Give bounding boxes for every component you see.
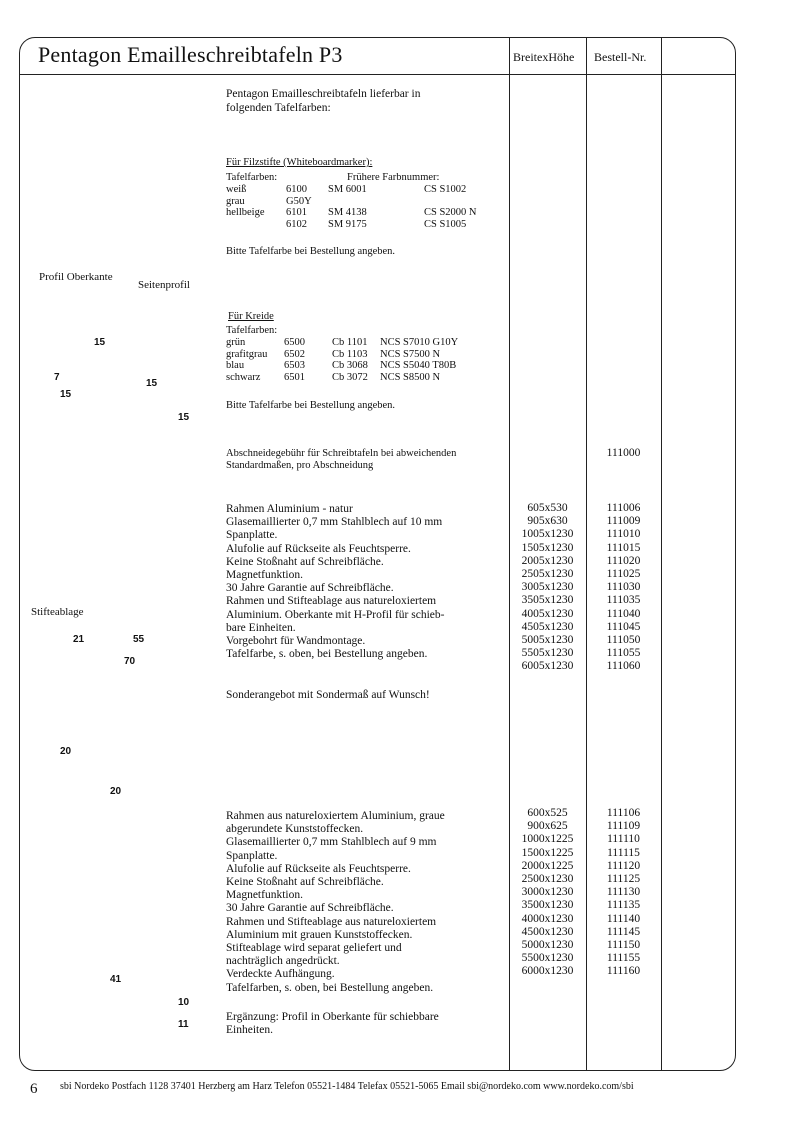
block1-order-number: 111009 [606, 515, 641, 528]
block1-order-number: 111050 [606, 634, 641, 646]
special-offer: Sonderangebot mit Sondermaß auf Wunsch! [226, 689, 430, 701]
block1-size: 905x630 [527, 515, 568, 528]
block2-order-number: 111130 [606, 886, 641, 899]
dim-oberkante-width: 15 [94, 337, 106, 348]
block2-text-line: Keine Stoßnaht auf Schreibfläche. [226, 876, 384, 888]
kreide-color-name: blau [226, 360, 245, 371]
block2-size: 3500x1230 [521, 899, 574, 912]
block2-text-line: Rahmen aus natureloxiertem Aluminium, graue [226, 810, 445, 822]
block2-order-number: 111160 [606, 965, 641, 978]
block1-text-line: Tafelfarbe, s. oben, bei Bestellung angeben. [226, 648, 428, 661]
block2-text-line: 30 Jahre Garantie auf Schreibfläche. [226, 902, 394, 915]
kreide-cb-code: Cb 3072 [332, 371, 368, 383]
block1-order-number: 111055 [606, 647, 641, 660]
block2-order-number: 111109 [606, 820, 641, 833]
block2-order-number: 111125 [606, 873, 641, 885]
block2-order-number: 111106 [606, 807, 641, 819]
block1-text-line: Vorgebohrt für Wandmontage. [226, 635, 366, 647]
block1-order-number: 111010 [606, 528, 641, 541]
dim-oberkante-depth: 15 [60, 389, 72, 400]
filz-cs-code: CS S1005 [424, 218, 467, 230]
page-number: 6 [30, 1081, 38, 1097]
block2-order-number: 111120 [606, 859, 641, 872]
block2-text-line: Alufolie auf Rückseite als Feuchtsperre. [226, 862, 411, 875]
block1-order-number: 111035 [606, 594, 641, 607]
kreide-ncs-code: NCS S7500 N [380, 348, 441, 360]
cut-line-2: Standardmaßen, pro Abschneidung [226, 460, 374, 471]
filz-sm-code: SM 6001 [328, 184, 367, 195]
block2-text-line: Stifteablage wird separat geliefert und [226, 942, 402, 954]
block1-text-line: Magnetfunktion. [226, 569, 303, 581]
kreide-color-name: grafitgrau [226, 348, 268, 360]
block1-size: 3505x1230 [521, 594, 574, 607]
filz-color-name: weiß [226, 184, 247, 195]
column-divider-right [661, 37, 662, 1071]
filz-color-name: grau [226, 195, 245, 207]
kreide-note: Bitte Tafelfarbe bei Bestellung angeben. [226, 400, 396, 411]
block1-text-line: Glasemaillierter 0,7 mm Stahlblech auf 10 mm [226, 516, 443, 529]
block2-order-number: 111145 [606, 925, 641, 938]
block2-text-line: abgerundete Kunststoffecken. [226, 823, 364, 836]
block1-order-number: 111006 [606, 502, 641, 514]
block1-order-number: 111060 [606, 660, 641, 673]
block2-size: 5000x1230 [521, 939, 574, 951]
dim-profile3-height: 10 [178, 997, 190, 1008]
block1-text-line: Alufolie auf Rückseite als Feuchtsperre. [226, 542, 411, 555]
kreide-ncs-code: NCS S8500 N [380, 371, 441, 383]
header-divider [19, 74, 736, 75]
filz-color-code: G50Y [286, 195, 312, 207]
dim-profile3-width: 41 [110, 974, 122, 985]
dim-stifteablage-width: 70 [124, 656, 136, 667]
block1-size: 2505x1230 [521, 568, 574, 580]
block2-text-line: Rahmen und Stifteablage aus natureloxiertem [226, 915, 437, 928]
block2-size: 3000x1230 [521, 886, 574, 899]
block1-text-line: Rahmen Aluminium - natur [226, 503, 353, 515]
block1-order-number: 111045 [606, 620, 641, 633]
block2-size: 600x525 [527, 807, 568, 819]
block1-order-number: 111020 [606, 554, 641, 567]
kreide-cb-code: Cb 3068 [332, 360, 368, 371]
profil-oberkante-label: Profil Oberkante [39, 271, 113, 283]
filz-sm-code: SM 9175 [328, 218, 367, 230]
cut-line-1: Abschneidegebühr für Schreibtafeln bei abweichenden [226, 448, 457, 459]
block2-size: 2500x1230 [521, 873, 574, 885]
block2-order-number: 111140 [606, 912, 641, 925]
supplement-line-1: Ergänzung: Profil in Oberkante für schiebbare [226, 1011, 439, 1023]
block1-size: 4005x1230 [521, 607, 574, 620]
block1-size: 1505x1230 [521, 541, 574, 554]
dim-profile2-width: 20 [60, 746, 72, 757]
block2-order-number: 111110 [607, 833, 640, 846]
block1-text-line: Aluminium. Oberkante mit H-Profil für schieb- [226, 608, 445, 621]
dim-profile2-height: 20 [110, 786, 122, 797]
kreide-cb-code: Cb 1103 [332, 348, 368, 360]
block2-size: 6000x1230 [521, 965, 574, 978]
block2-order-number: 111155 [606, 952, 641, 965]
kreide-color-code: 6502 [284, 348, 305, 360]
block2-size: 1000x1225 [521, 833, 574, 846]
block2-size: 5500x1230 [521, 952, 574, 965]
block1-order-number: 111040 [606, 607, 641, 620]
block1-text-line: bare Einheiten. [226, 621, 296, 634]
block2-size: 2000x1225 [521, 859, 574, 872]
block1-text-line: 30 Jahre Garantie auf Schreibfläche. [226, 582, 394, 595]
block1-order-number: 111015 [606, 541, 641, 554]
block1-text-line: Keine Stoßnaht auf Schreibfläche. [226, 555, 384, 568]
block1-text-line: Spanplatte. [226, 529, 278, 542]
dim-seitenprofil-height: 15 [146, 378, 158, 389]
filz-heading: Für Filzstifte (Whiteboardmarker): [226, 157, 373, 168]
block1-size: 3005x1230 [521, 581, 574, 594]
kreide-cb-code: Cb 1101 [332, 337, 368, 348]
block1-size: 5505x1230 [521, 647, 574, 660]
block2-size: 1500x1225 [521, 846, 574, 859]
kreide-heading: Für Kreide [228, 311, 274, 322]
filz-color-code: 6102 [286, 218, 307, 230]
dim-profile3-depth: 11 [178, 1019, 189, 1030]
filz-former-label: Frühere Farbnummer: [347, 172, 440, 183]
kreide-label: Tafelfarben: [226, 325, 278, 336]
stifteablage-label: Stifteablage [31, 606, 84, 618]
dim-stifteablage-depth: 55 [133, 634, 145, 645]
filz-color-code: 6100 [286, 184, 307, 195]
filz-color-name: hellbeige [226, 207, 265, 218]
block1-order-number: 111030 [606, 581, 641, 594]
filz-sm-code: SM 4138 [328, 207, 367, 218]
dim-oberkante-height: 7 [54, 372, 60, 383]
supplement-line-2: Einheiten. [226, 1024, 273, 1036]
block2-text-line: Spanplatte. [226, 849, 278, 862]
block2-order-number: 111150 [606, 939, 641, 951]
intro-line-1: Pentagon Emailleschreibtafeln lieferbar in [226, 88, 421, 100]
filz-cs-code: CS S1002 [424, 184, 467, 195]
block1-size: 6005x1230 [521, 660, 574, 673]
block2-size: 900x625 [527, 820, 568, 833]
block2-text-line: Verdeckte Aufhängung. [226, 968, 335, 981]
dim-seitenprofil-width: 15 [178, 412, 190, 423]
block1-size: 5005x1230 [521, 634, 574, 646]
seitenprofil-label: Seitenprofil [138, 279, 190, 291]
block2-text-line: Aluminium mit grauen Kunststoffecken. [226, 928, 413, 941]
dim-stifteablage-height: 21 [73, 634, 85, 645]
kreide-ncs-code: NCS S7010 G10Y [380, 337, 459, 348]
block1-order-number: 111025 [606, 568, 641, 580]
block1-size: 605x530 [527, 502, 568, 514]
block2-size: 4500x1230 [521, 925, 574, 938]
kreide-color-name: grün [226, 337, 246, 348]
page-title: Pentagon Emailleschreibtafeln P3 [38, 42, 343, 67]
kreide-color-code: 6501 [284, 371, 305, 383]
block1-size: 4505x1230 [521, 620, 574, 633]
block2-order-number: 111135 [606, 899, 641, 912]
filz-color-code: 6101 [286, 207, 307, 218]
block2-order-number: 111115 [607, 846, 640, 859]
intro-line-2: folgenden Tafelfarben: [226, 102, 331, 114]
block1-size: 1005x1230 [521, 528, 574, 541]
footer-contact: sbi Nordeko Postfach 1128 37401 Herzberg am Harz Telefon 05521-1484 Telefax 05521-5065 Email sbi@nordeko.com www.nordeko.com/sbi [60, 1081, 634, 1092]
kreide-color-name: schwarz [226, 371, 261, 383]
block1-text-line: Rahmen und Stifteablage aus natureloxiertem [226, 595, 437, 608]
block2-text-line: Magnetfunktion. [226, 889, 303, 902]
block2-size: 4000x1230 [521, 912, 574, 925]
filz-note: Bitte Tafelfarbe bei Bestellung angeben. [226, 246, 396, 257]
kreide-color-code: 6503 [284, 360, 305, 371]
block2-text-line: nachträglich angedrückt. [226, 955, 340, 968]
block2-text-line: Tafelfarben, s. oben, bei Bestellung angeben. [226, 981, 434, 994]
block1-size: 2005x1230 [521, 554, 574, 567]
block2-text-line: Glasemaillierter 0,7 mm Stahlblech auf 9 mm [226, 836, 437, 849]
kreide-color-code: 6500 [284, 337, 305, 348]
filz-label: Tafelfarben: [226, 172, 278, 183]
cut-order-number: 111000 [606, 447, 641, 459]
column-header-order: Bestell-Nr. [594, 50, 647, 64]
column-header-size: BreitexHöhe [513, 50, 575, 64]
filz-cs-code: CS S2000 N [424, 207, 477, 218]
kreide-ncs-code: NCS S5040 T80B [380, 360, 457, 371]
